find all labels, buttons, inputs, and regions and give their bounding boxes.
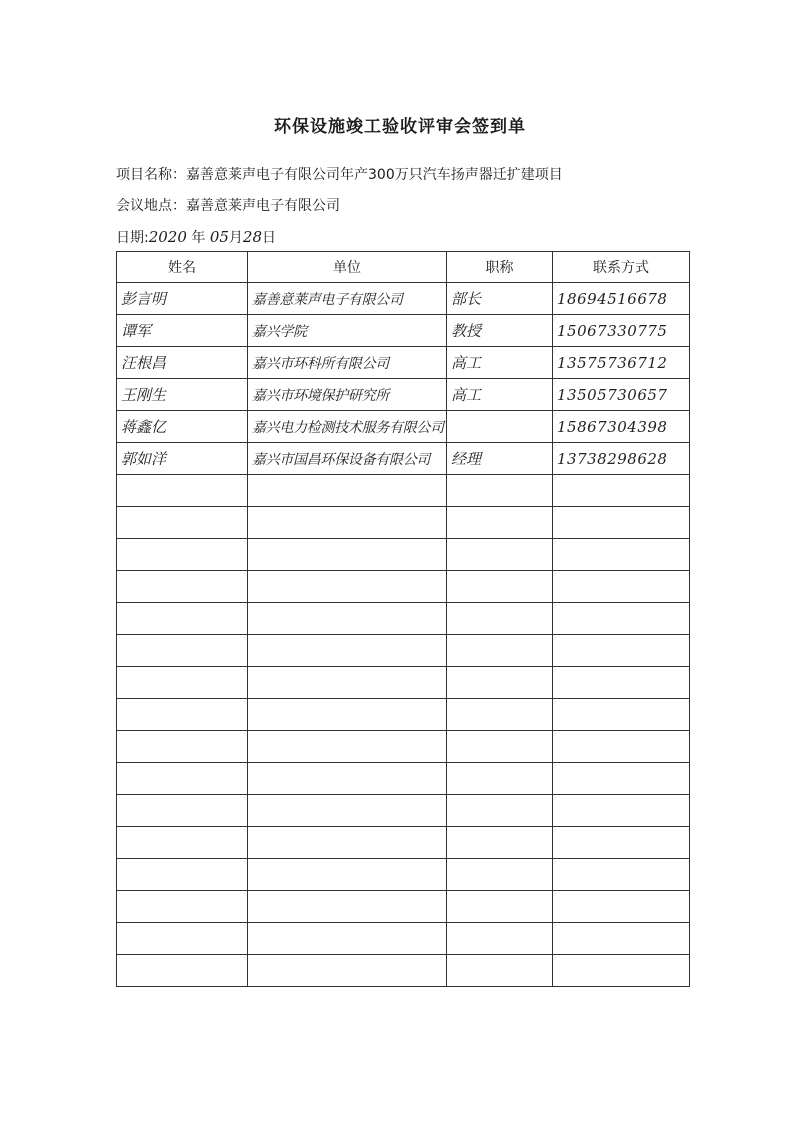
name-cell: 彭言明 bbox=[117, 283, 248, 315]
name-cell bbox=[117, 699, 248, 731]
phone-cell bbox=[553, 475, 690, 507]
organization-cell: 嘉兴市国昌环保设备有限公司 bbox=[248, 443, 447, 475]
name-cell bbox=[117, 891, 248, 923]
name-cell bbox=[117, 955, 248, 987]
project-label: 项目名称： bbox=[116, 167, 186, 183]
title-cell bbox=[447, 667, 553, 699]
venue-value: 嘉善意莱声电子有限公司 bbox=[186, 198, 340, 214]
document-title: 环保设施竣工验收评审会签到单 bbox=[274, 117, 526, 137]
table-row bbox=[117, 315, 690, 347]
table-row bbox=[117, 827, 690, 859]
table-row bbox=[117, 379, 690, 411]
title-cell: 经理 bbox=[447, 443, 553, 475]
organization-cell bbox=[248, 475, 447, 507]
title-cell bbox=[447, 763, 553, 795]
name-cell bbox=[117, 603, 248, 635]
title-cell: 高工 bbox=[447, 379, 553, 411]
organization-cell bbox=[248, 603, 447, 635]
header-organization: 单位 bbox=[248, 252, 447, 283]
name-cell bbox=[117, 859, 248, 891]
date-year: 2020 bbox=[148, 228, 187, 246]
phone-cell bbox=[553, 795, 690, 827]
date-day-unit: 日 bbox=[262, 230, 276, 246]
name-cell bbox=[117, 507, 248, 539]
organization-cell: 嘉兴学院 bbox=[248, 315, 447, 347]
phone-cell bbox=[553, 859, 690, 891]
name-cell bbox=[117, 667, 248, 699]
name-cell bbox=[117, 923, 248, 955]
table-row bbox=[117, 411, 690, 443]
title-cell bbox=[447, 731, 553, 763]
name-cell bbox=[117, 763, 248, 795]
organization-cell: 嘉兴电力检测技术服务有限公司 bbox=[248, 411, 447, 443]
name-cell bbox=[117, 795, 248, 827]
organization-cell bbox=[248, 699, 447, 731]
phone-cell bbox=[553, 507, 690, 539]
date-day: 28 bbox=[242, 228, 262, 246]
organization-cell bbox=[248, 635, 447, 667]
phone-cell bbox=[553, 763, 690, 795]
phone-cell bbox=[553, 731, 690, 763]
table-row bbox=[117, 443, 690, 475]
project-line bbox=[116, 164, 563, 184]
phone-cell: 13505730657 bbox=[553, 379, 690, 411]
organization-cell bbox=[248, 571, 447, 603]
table-row bbox=[117, 763, 690, 795]
table-row bbox=[117, 667, 690, 699]
title-cell bbox=[447, 411, 553, 443]
name-cell: 谭军 bbox=[117, 315, 248, 347]
title-cell bbox=[447, 699, 553, 731]
organization-cell: 嘉兴市环境保护研究所 bbox=[248, 379, 447, 411]
phone-cell bbox=[553, 539, 690, 571]
date-label: 日期: bbox=[116, 230, 149, 246]
header-contact: 联系方式 bbox=[553, 252, 690, 283]
table-row bbox=[117, 283, 690, 315]
name-cell bbox=[117, 475, 248, 507]
organization-cell bbox=[248, 731, 447, 763]
name-cell: 蒋鑫亿 bbox=[117, 411, 248, 443]
phone-cell: 15867304398 bbox=[553, 411, 690, 443]
organization-cell bbox=[248, 507, 447, 539]
title-cell: 部长 bbox=[447, 283, 553, 315]
organization-cell bbox=[248, 859, 447, 891]
organization-cell bbox=[248, 923, 447, 955]
organization-cell bbox=[248, 539, 447, 571]
table-row bbox=[117, 571, 690, 603]
title-cell bbox=[447, 827, 553, 859]
name-cell: 郭如洋 bbox=[117, 443, 248, 475]
phone-cell bbox=[553, 635, 690, 667]
organization-cell bbox=[248, 827, 447, 859]
phone-cell: 15067330775 bbox=[553, 315, 690, 347]
name-cell bbox=[117, 827, 248, 859]
name-cell bbox=[117, 731, 248, 763]
name-cell: 王刚生 bbox=[117, 379, 248, 411]
name-cell bbox=[117, 539, 248, 571]
date-line bbox=[116, 227, 276, 247]
table-row bbox=[117, 539, 690, 571]
title-cell bbox=[447, 475, 553, 507]
table-header-row bbox=[117, 252, 690, 283]
name-cell bbox=[117, 571, 248, 603]
table-row bbox=[117, 603, 690, 635]
organization-cell bbox=[248, 891, 447, 923]
venue-label: 会议地点： bbox=[116, 198, 186, 214]
organization-cell bbox=[248, 955, 447, 987]
table-row bbox=[117, 923, 690, 955]
title-cell bbox=[447, 859, 553, 891]
date-month-unit: 月 bbox=[228, 230, 243, 246]
title-cell bbox=[447, 923, 553, 955]
table-row bbox=[117, 795, 690, 827]
phone-cell: 13738298628 bbox=[553, 443, 690, 475]
title-cell bbox=[447, 635, 553, 667]
title-cell: 教授 bbox=[447, 315, 553, 347]
venue-line bbox=[116, 195, 340, 215]
phone-cell bbox=[553, 891, 690, 923]
title-cell bbox=[447, 603, 553, 635]
title-cell bbox=[447, 891, 553, 923]
header-title: 职称 bbox=[447, 252, 553, 283]
table-row bbox=[117, 955, 690, 987]
table-row bbox=[117, 347, 690, 379]
phone-cell bbox=[553, 603, 690, 635]
table-row bbox=[117, 475, 690, 507]
title-cell: 高工 bbox=[447, 347, 553, 379]
project-value: 嘉善意莱声电子有限公司年产300万只汽车扬声器迁扩建项目 bbox=[186, 167, 563, 183]
organization-cell bbox=[248, 795, 447, 827]
organization-cell bbox=[248, 763, 447, 795]
date-year-unit: 年 bbox=[191, 230, 206, 246]
phone-cell: 13575736712 bbox=[553, 347, 690, 379]
table-row bbox=[117, 859, 690, 891]
table-row bbox=[117, 699, 690, 731]
phone-cell bbox=[553, 955, 690, 987]
title-cell bbox=[447, 571, 553, 603]
phone-cell bbox=[553, 667, 690, 699]
table-row bbox=[117, 507, 690, 539]
name-cell: 汪根昌 bbox=[117, 347, 248, 379]
phone-cell: 18694516678 bbox=[553, 283, 690, 315]
date-month: 05 bbox=[209, 228, 229, 246]
title-cell bbox=[447, 507, 553, 539]
organization-cell: 嘉兴市环科所有限公司 bbox=[248, 347, 447, 379]
table-row bbox=[117, 891, 690, 923]
phone-cell bbox=[553, 827, 690, 859]
title-cell bbox=[447, 955, 553, 987]
table-row bbox=[117, 635, 690, 667]
sign-in-table bbox=[116, 251, 690, 987]
phone-cell bbox=[553, 699, 690, 731]
table-row bbox=[117, 731, 690, 763]
header-name: 姓名 bbox=[117, 252, 248, 283]
phone-cell bbox=[553, 571, 690, 603]
organization-cell: 嘉善意莱声电子有限公司 bbox=[248, 283, 447, 315]
title-cell bbox=[447, 795, 553, 827]
organization-cell bbox=[248, 667, 447, 699]
name-cell bbox=[117, 635, 248, 667]
title-cell bbox=[447, 539, 553, 571]
phone-cell bbox=[553, 923, 690, 955]
